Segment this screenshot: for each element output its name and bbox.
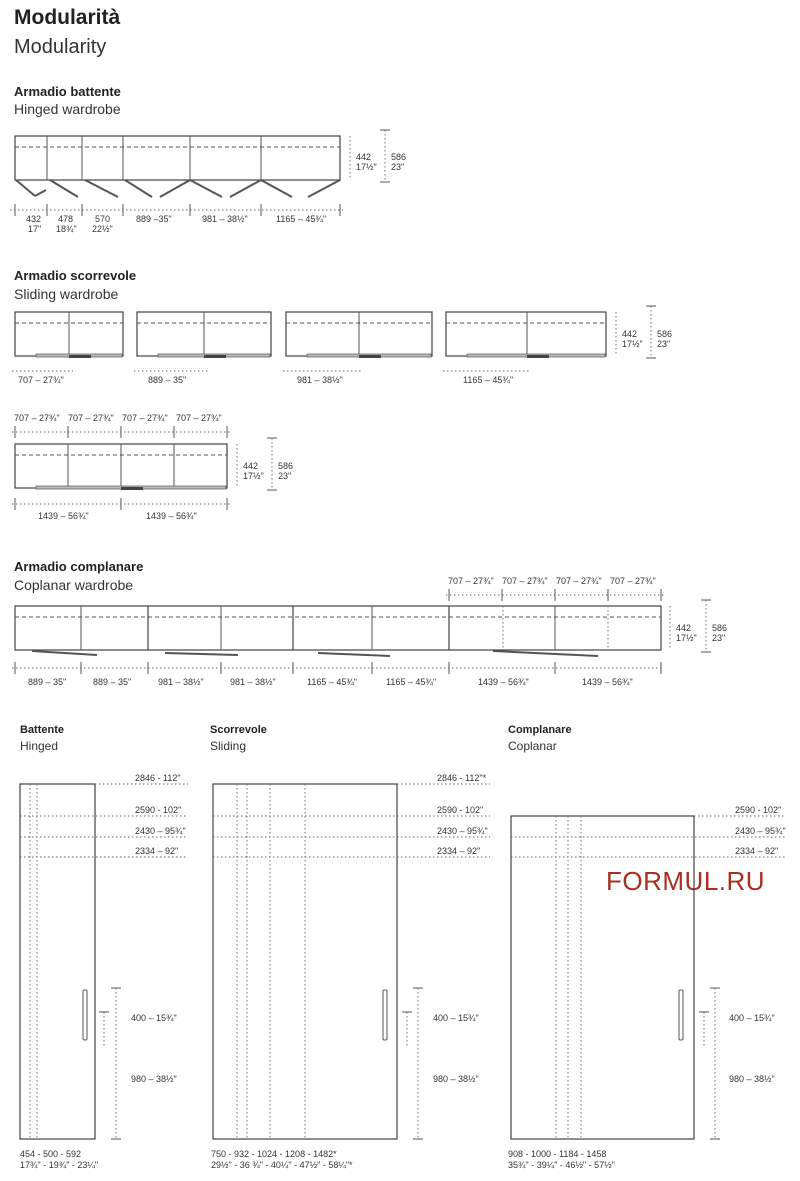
sliding-depth-outer-in: 23" — [657, 339, 671, 349]
hinged-section-title: Armadio battente — [14, 84, 121, 99]
elev-coplanar-title: Complanare — [508, 724, 572, 736]
sliding-depth-inner: 442 — [622, 329, 638, 339]
sliding-height-3: 2430 – 95¾" — [437, 826, 488, 836]
coplanar-height-2: 2430 – 95¾" — [735, 826, 786, 836]
coplanar-handle-height: 980 – 38½" — [729, 1074, 775, 1084]
hinged-handle-size: 400 – 15¾" — [131, 1013, 177, 1023]
coplanar-bottom-2: 889 – 35" — [93, 677, 132, 687]
sliding-handle — [383, 990, 387, 1040]
sliding-big-top-4: 707 – 27¾" — [176, 413, 222, 423]
hinged-handle-height: 980 – 38½" — [131, 1074, 177, 1084]
sliding-big-bottom-1: 1439 – 56¾" — [38, 511, 89, 521]
coplanar-wardrobe-plan — [12, 576, 727, 687]
sliding-big-depth-outer: 586 — [278, 461, 294, 471]
coplanar-top-4: 707 – 27¾" — [610, 576, 656, 586]
sliding-big-depth-inner-in: 17½" — [243, 471, 264, 481]
coplanar-bottom-3: 981 – 38½" — [158, 677, 204, 687]
elevation-hinged — [20, 773, 188, 1170]
coplanar-top-3: 707 – 27¾" — [556, 576, 602, 586]
coplanar-bottom-1: 889 – 35" — [28, 677, 67, 687]
elev-sliding-subtitle: Sliding — [210, 739, 247, 753]
hinged-height-2: 2590 - 102" — [135, 805, 182, 815]
hinged-section-subtitle: Hinged wardrobe — [14, 101, 121, 117]
hinged-width-6: 1165 – 45¾" — [276, 214, 327, 224]
sliding-elev-widths-mm: 750 - 932 - 1024 - 1208 - 1482* — [211, 1149, 337, 1159]
elev-sliding-title: Scorrevole — [210, 724, 267, 736]
sliding-elev-widths-in: 29½" - 36 ¾" - 40¼" - 47½" - 58¼"* — [211, 1160, 353, 1170]
coplanar-section-subtitle: Coplanar wardrobe — [14, 577, 134, 593]
page-subtitle: Modularity — [14, 36, 107, 58]
hinged-depth-outer-in: 23" — [391, 162, 405, 172]
hinged-width-2: 478 — [58, 214, 74, 224]
sliding-section-subtitle: Sliding wardrobe — [14, 286, 119, 302]
sliding-big-top-2: 707 – 27¾" — [68, 413, 114, 423]
sliding-big-top-3: 707 – 27¾" — [122, 413, 168, 423]
elev-hinged-title: Battente — [20, 724, 65, 736]
sliding-height-2: 2590 - 102" — [437, 805, 484, 815]
sliding-big-depth-outer-in: 23" — [278, 471, 292, 481]
elevation-coplanar — [508, 805, 786, 1170]
hinged-elev-widths-mm: 454 - 500 - 592 — [20, 1149, 82, 1159]
sliding-big-depth-inner: 442 — [243, 461, 259, 471]
sliding-width-1: 707 – 27¾" — [18, 375, 64, 385]
coplanar-bottom-6: 1165 – 45¾" — [386, 677, 437, 687]
hinged-width-5: 981 – 38½" — [202, 214, 248, 224]
coplanar-height-1: 2590 - 102" — [735, 805, 782, 815]
hinged-width-2-in: 18¾" — [56, 224, 77, 234]
hinged-wardrobe-plan — [10, 130, 406, 234]
hinged-height-4: 2334 – 92" — [135, 846, 179, 856]
coplanar-bottom-7: 1439 – 56¾" — [478, 677, 529, 687]
coplanar-depth-outer-in: 23" — [712, 633, 726, 643]
hinged-depth-inner-in: 17½" — [356, 162, 377, 172]
sliding-wardrobe-plan — [12, 306, 672, 385]
coplanar-elev-widths-in: 35¾" - 39¼" - 46½" - 57½" — [508, 1160, 615, 1170]
coplanar-bottom-8: 1439 – 56¾" — [582, 677, 633, 687]
hinged-width-1: 432 — [26, 214, 42, 224]
coplanar-elev-widths-mm: 908 - 1000 - 1184 - 1458 — [508, 1149, 607, 1159]
coplanar-depth-inner: 442 — [676, 623, 692, 633]
sliding-handle-height: 980 – 38½" — [433, 1074, 479, 1084]
hinged-height-3: 2430 – 95¾" — [135, 826, 186, 836]
coplanar-handle-size: 400 – 15¾" — [729, 1013, 775, 1023]
coplanar-height-3: 2334 – 92" — [735, 846, 779, 856]
sliding-height-4: 2334 – 92" — [437, 846, 481, 856]
hinged-width-1-in: 17" — [28, 224, 42, 234]
coplanar-handle — [679, 990, 683, 1040]
elev-coplanar-subtitle: Coplanar — [508, 739, 557, 753]
page-title: Modularità — [14, 6, 121, 29]
coplanar-depth-outer: 586 — [712, 623, 728, 633]
hinged-width-3: 570 — [95, 214, 111, 224]
watermark: FORMUL.RU — [606, 866, 766, 896]
sliding-big-top-1: 707 – 27¾" — [14, 413, 60, 423]
hinged-depth-outer: 586 — [391, 152, 407, 162]
sliding-width-3: 981 – 38½" — [297, 375, 343, 385]
elev-hinged-subtitle: Hinged — [20, 739, 59, 753]
hinged-depth-inner: 442 — [356, 152, 372, 162]
hinged-elev-widths-in: 17¾" - 19¾" - 23¼" — [20, 1160, 99, 1170]
sliding-handle-size: 400 – 15¾" — [433, 1013, 479, 1023]
hinged-width-3-in: 22½" — [92, 224, 113, 234]
sliding-wardrobe-large-plan — [12, 413, 293, 521]
coplanar-bottom-4: 981 – 38½" — [230, 677, 276, 687]
elevation-sliding — [211, 773, 490, 1170]
coplanar-top-2: 707 – 27¾" — [502, 576, 548, 586]
sliding-depth-inner-in: 17½" — [622, 339, 643, 349]
coplanar-bottom-5: 1165 – 45¾" — [307, 677, 358, 687]
hinged-handle — [83, 990, 87, 1040]
sliding-big-bottom-2: 1439 – 56¾" — [146, 511, 197, 521]
hinged-height-1: 2846 - 112" — [135, 773, 181, 783]
coplanar-section-title: Armadio complanare — [14, 559, 144, 574]
sliding-height-1: 2846 - 112"* — [437, 773, 487, 783]
sliding-depth-outer: 586 — [657, 329, 673, 339]
sliding-width-4: 1165 – 45¾" — [463, 375, 514, 385]
hinged-width-4: 889 –35" — [136, 214, 172, 224]
coplanar-top-1: 707 – 27¾" — [448, 576, 494, 586]
sliding-section-title: Armadio scorrevole — [14, 268, 137, 283]
sliding-width-2: 889 – 35" — [148, 375, 187, 385]
coplanar-depth-inner-in: 17½" — [676, 633, 697, 643]
